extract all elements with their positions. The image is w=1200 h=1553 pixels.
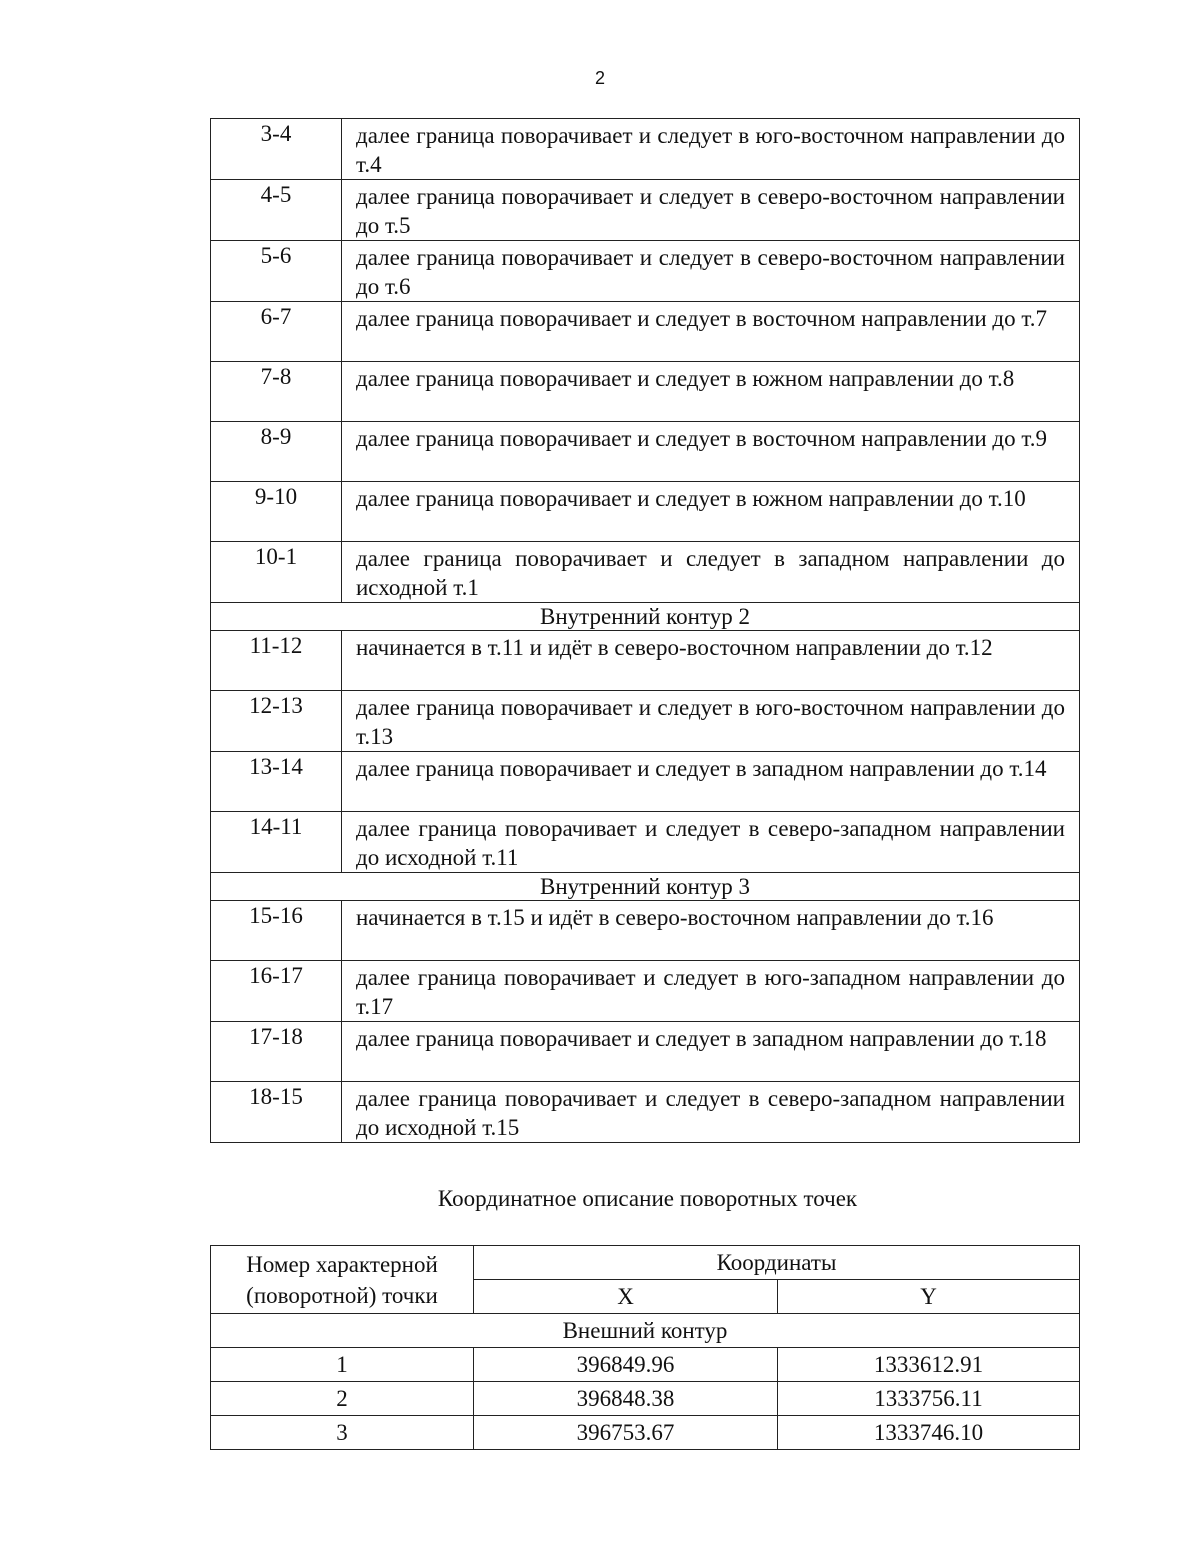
- section-title: Внешний контур: [211, 1314, 1080, 1348]
- segment-id: 16-17: [211, 961, 342, 1022]
- segment-id: 14-11: [211, 812, 342, 873]
- boundary-row: [211, 631, 1080, 691]
- segment-description: далее граница поворачивает и следует в юго-западном направлении до т.17: [342, 961, 1080, 1022]
- coordinate-x: 396849.96: [474, 1348, 778, 1382]
- segment-id: 3-4: [211, 119, 342, 180]
- segment-description: далее граница поворачивает и следует в северо-восточном направлении до т.6: [342, 241, 1080, 302]
- coordinate-y: 1333746.10: [778, 1416, 1080, 1450]
- segment-description: далее граница поворачивает и следует в южном направлении до т.10: [342, 482, 1080, 542]
- section-row: [211, 873, 1080, 901]
- coordinate-row: [211, 1416, 1080, 1450]
- segment-description: далее граница поворачивает и следует в юго-восточном направлении до т.13: [342, 691, 1080, 752]
- boundary-row: [211, 961, 1080, 1022]
- coordinate-row: [211, 1382, 1080, 1416]
- boundary-row: [211, 691, 1080, 752]
- segment-id: 18-15: [211, 1082, 342, 1143]
- coordinate-row: [211, 1348, 1080, 1382]
- coordinates-caption: Координатное описание поворотных точек: [437, 1186, 858, 1211]
- segment-description: далее граница поворачивает и следует в западном направлении до т.18: [342, 1022, 1080, 1082]
- boundary-row: [211, 752, 1080, 812]
- boundary-row: [211, 901, 1080, 961]
- coordinate-x: 396848.38: [474, 1382, 778, 1416]
- segment-id: 7-8: [211, 362, 342, 422]
- segment-id: 10-1: [211, 542, 342, 603]
- coordinates-section-row: [211, 1314, 1080, 1348]
- segment-id: 17-18: [211, 1022, 342, 1082]
- segment-description: далее граница поворачивает и следует в восточном направлении до т.9: [342, 422, 1080, 482]
- header-point-number: Номер характерной (поворотной) точки: [211, 1246, 474, 1314]
- boundary-row: [211, 542, 1080, 603]
- segment-description: далее граница поворачивает и следует в юго-восточном направлении до т.4: [342, 119, 1080, 180]
- section-title: Внутренний контур 3: [211, 873, 1080, 901]
- segment-id: 12-13: [211, 691, 342, 752]
- boundary-row: [211, 241, 1080, 302]
- segment-description: далее граница поворачивает и следует в западном направлении до т.14: [342, 752, 1080, 812]
- boundary-row: [211, 362, 1080, 422]
- boundary-row: [211, 180, 1080, 241]
- segment-description: далее граница поворачивает и следует в северо-западном направлении до исходной т.11: [342, 812, 1080, 873]
- point-number: 2: [211, 1382, 474, 1416]
- segment-description: начинается в т.15 и идёт в северо-восточном направлении до т.16: [342, 901, 1080, 961]
- boundary-row: [211, 482, 1080, 542]
- segment-id: 4-5: [211, 180, 342, 241]
- segment-description: далее граница поворачивает и следует в западном направлении до исходной т.1: [342, 542, 1080, 603]
- header-x: X: [474, 1280, 778, 1314]
- boundary-row: [211, 1082, 1080, 1143]
- segment-description: далее граница поворачивает и следует в южном направлении до т.8: [342, 362, 1080, 422]
- page-number: 2: [594, 68, 605, 88]
- boundary-description-table: [210, 118, 1080, 1143]
- segment-id: 9-10: [211, 482, 342, 542]
- point-number: 1: [211, 1348, 474, 1382]
- section-row: [211, 603, 1080, 631]
- point-number: 3: [211, 1416, 474, 1450]
- segment-id: 11-12: [211, 631, 342, 691]
- coordinate-y: 1333612.91: [778, 1348, 1080, 1382]
- boundary-row: [211, 302, 1080, 362]
- coordinate-x: 396753.67: [474, 1416, 778, 1450]
- segment-description: далее граница поворачивает и следует в восточном направлении до т.7: [342, 302, 1080, 362]
- segment-id: 13-14: [211, 752, 342, 812]
- segment-id: 6-7: [211, 302, 342, 362]
- segment-id: 15-16: [211, 901, 342, 961]
- boundary-row: [211, 119, 1080, 180]
- segment-description: начинается в т.11 и идёт в северо-восточном направлении до т.12: [342, 631, 1080, 691]
- segment-description: далее граница поворачивает и следует в северо-западном направлении до исходной т.15: [342, 1082, 1080, 1143]
- boundary-row: [211, 1022, 1080, 1082]
- segment-id: 5-6: [211, 241, 342, 302]
- header-y: Y: [778, 1280, 1080, 1314]
- header-coordinates: Координаты: [474, 1246, 1080, 1280]
- boundary-row: [211, 812, 1080, 873]
- coordinates-header-row: [211, 1246, 1080, 1280]
- segment-description: далее граница поворачивает и следует в северо-восточном направлении до т.5: [342, 180, 1080, 241]
- coordinates-table: [210, 1245, 1080, 1450]
- section-title: Внутренний контур 2: [211, 603, 1080, 631]
- boundary-row: [211, 422, 1080, 482]
- segment-id: 8-9: [211, 422, 342, 482]
- coordinate-y: 1333756.11: [778, 1382, 1080, 1416]
